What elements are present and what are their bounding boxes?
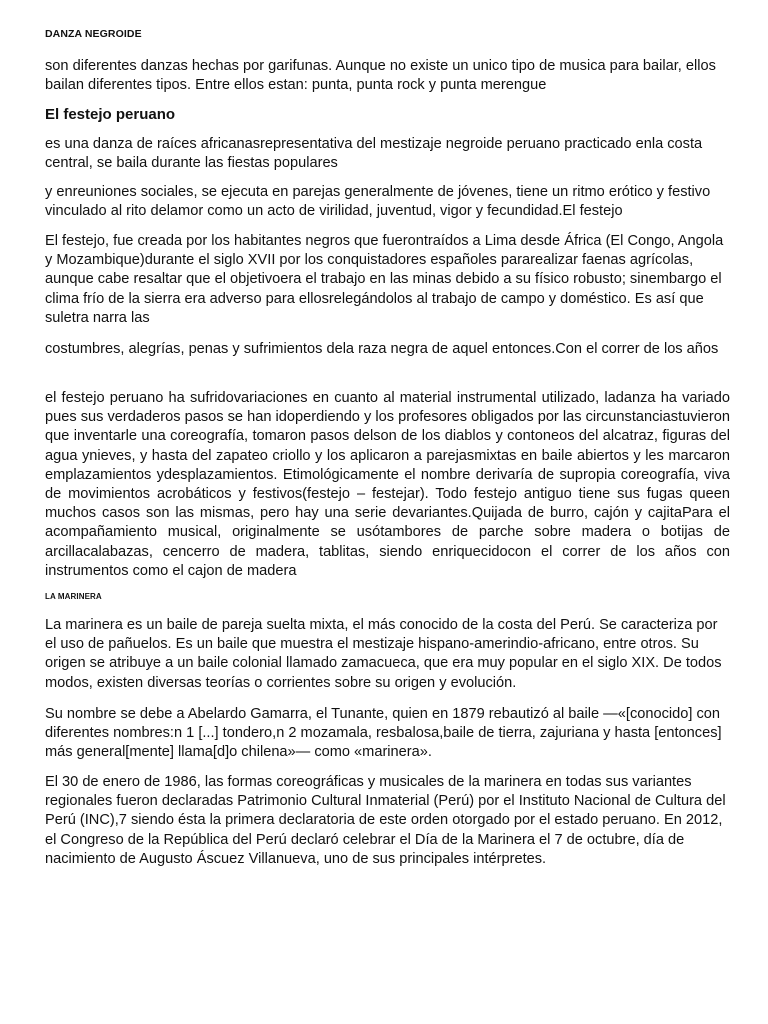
paragraph-marinera-3: El 30 de enero de 1986, las formas coreográficas y musicales de la marinera en todas sus variantes regionales fueron declaradas Patrimonio Cultural Inmaterial (Perú) por el Instituto Nacional de Cultura del Perú (INC),7 siendo ésta la primera declaratoria de este orden otorgado por el estado peruano. En 2012, el Congreso de la República del Perú declaró celebrar el Día de la Marinera el 7 de octubre, día de nacimiento de Augusto Áscuez Villanueva, uno de sus principales intérpretes.	[45, 774, 726, 867]
section-heading-marinera: LA MARINERA	[45, 592, 102, 601]
paragraph-festejo-3: El festejo, fue creada por los habitantes negros que fuerontraídos a Lima desde África (El Congo, Angola y Mozambique)durante el siglo XVII por los conquistadores españoles pararealizar faenas agrícolas, aunque cabe resaltar que el objetivoera el trabajo en las minas debido a su físico robusto; sinembargo el clima frío de la sierra era adverso para ellosrelegándolos al trabajo de campo y doméstico. Es así que suletra narra las	[45, 233, 724, 326]
paragraph-marinera-2: Su nombre se debe a Abelardo Gamarra, el Tunante, quien en 1879 rebautizó al baile —«[conocido] con diferentes nombres:n 1 [...] tondero,n 2 mozamala, resbalosa,baile de tierra, zajuriana y hasta [entonces] más general[mente] llama[d]o chilena»— como «marinera».	[45, 706, 722, 761]
paragraph-marinera-1: La marinera es un baile de pareja suelta mixta, el más conocido de la costa del Perú. Se caracteriza por el uso de pañuelos. Es un baile que muestra el mestizaje hispano-amerindio-africano, entre otros. Su origen se atribuye a un baile colonial llamado zamacueca, que era muy popular en el siglo XIX. De todos modos, existen diversas teorías o corrientes sobre su origen y evolución.	[45, 617, 722, 691]
paragraph-garifunas: son diferentes danzas hechas por garifunas. Aunque no existe un unico tipo de musica para bailar, ellos bailan diferentes tipos. Entre ellos estan: punta, punta rock y punta merengue	[45, 58, 716, 94]
paragraph-festejo-5: el festejo peruano ha sufridovariaciones en cuanto al material instrumental utilizado, ladanza ha variado pues sus verdaderos pasos se han idoperdiendo y los profesores obligados por las circunstanciastuvieron que inventarle una coreografía, tomaron pasos delson de los diablos y contoneos del alcatraz, figuras del agua ynieves, y hasta del zapateo criollo y los aplicaron a parejasmixtas en baile abiertos y les marcaron emplazamientos ydesplazamientos. Etimológicamente el nombre derivaría de supropia coreografía, viva de movimientos acrobáticos y festivos(festejo – festejar). Todo festejo antiguo tiene sus fugas queen muchos casos son las mismas, pero hay una serie devariantes.Quijada de burro, cajón y cajitaPara el acompañamiento musical, originalmente se usótambores de parche sobre madera o botijas de arcillacalabazas, cencerro de madera, tablitas, siendo enriquecidocon el correr de los años con instrumentos como el cajon de madera	[45, 390, 730, 579]
paragraph-festejo-4: costumbres, alegrías, penas y sufrimientos dela raza negra de aquel entonces.Con el correr de los años	[45, 341, 719, 357]
section-heading-danza-negroide: DANZA NEGROIDE	[45, 28, 142, 40]
paragraph-festejo-1: es una danza de raíces africanasrepresentativa del mestizaje negroide peruano practicado enla costa central, se baila durante las fiestas populares	[45, 136, 703, 172]
section-heading-festejo: El festejo peruano	[45, 106, 176, 123]
paragraph-festejo-2: y enreuniones sociales, se ejecuta en parejas generalmente de jóvenes, tiene un ritmo erótico y festivo vinculado al rito delamor como un acto de virilidad, juventud, vigor y fecundidad.El festejo	[45, 184, 711, 220]
